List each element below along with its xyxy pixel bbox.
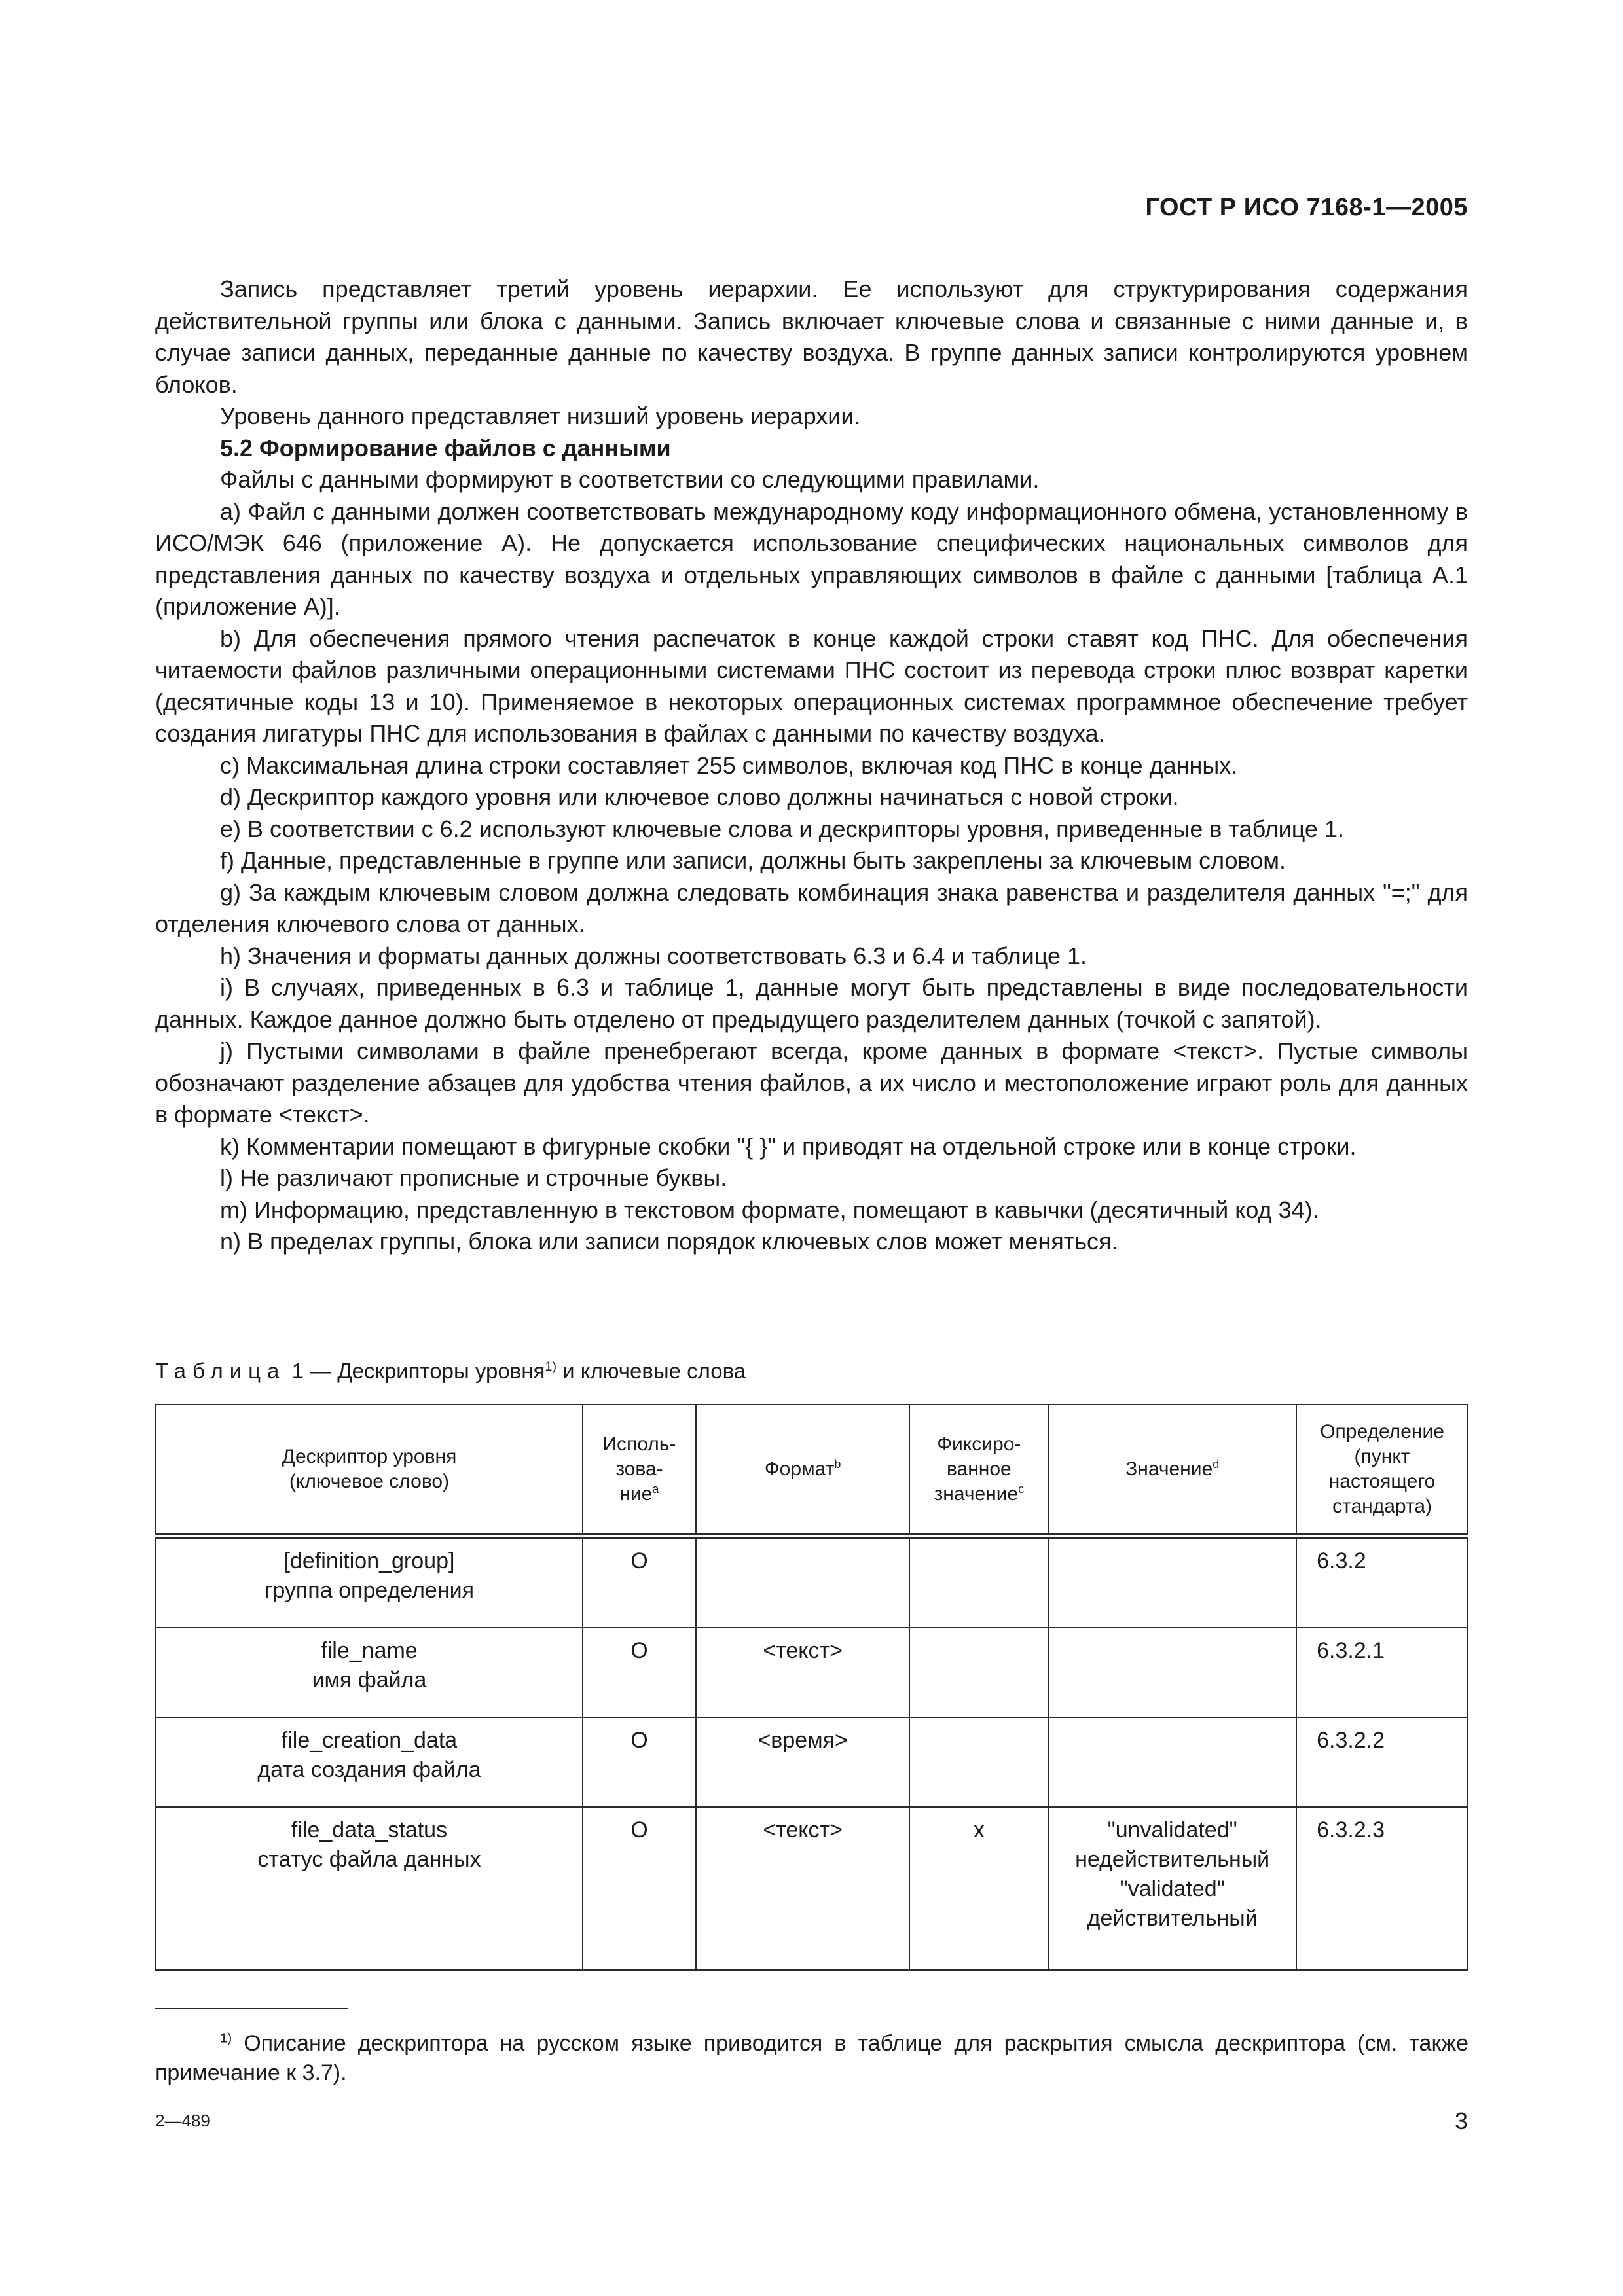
cell-fixed-value: x: [909, 1807, 1048, 1970]
footnote-text: Описание дескриптора на русском языке приводится в таблице для раскрытия смысла дескриптора (см. также примечание к 3.7).: [155, 2031, 1468, 2085]
cell-fixed-value: [909, 1536, 1048, 1628]
list-item: d) Дескриптор каждого уровня или ключевое слово должны начинаться с новой строки.: [220, 783, 1179, 810]
list-item: f) Данные, представленные в группе или записи, должны быть закреплены за ключевым словом.: [220, 847, 1286, 874]
cell-usage: O: [583, 1717, 696, 1807]
table-row: [156, 1536, 1468, 1628]
paragraph: Уровень данного представляет низший уровень иерархии.: [220, 403, 861, 429]
cell-definition: 6.3.2.2: [1296, 1717, 1468, 1807]
cell-value: [1048, 1628, 1296, 1717]
cell-definition: 6.3.2: [1296, 1536, 1468, 1628]
list-item: b) Для обеспечения прямого чтения распечаток в конце каждой строки ставят код ПНС. Для обеспечения читаемости файлов различными операционными системами ПНС состоит из перевода строки плюс возврат каретки (десятичные коды 13 и 10). Применяемое в некоторых операционных системах программное обеспечение требует создания лигатуры ПНС для использования в файлах с данными по качеству воздуха.: [155, 624, 1468, 747]
footnote: [155, 2029, 1468, 2088]
list-item: c) Максимальная длина строки составляет 255 символов, включая код ПНС в конце данных.: [220, 751, 1238, 779]
cell-value: [1048, 1717, 1296, 1807]
table-caption: [155, 1359, 746, 1384]
list-item: i) В случаях, приведенных в 6.3 и таблице 1, данные могут быть представлены в виде последовательности данных. Каждое данное должно быть отделено от предыдущего разделителем данных (точкой с запятой).: [155, 974, 1468, 1033]
page-number: 3: [1454, 2108, 1468, 2134]
footnote-ref: 1): [545, 1359, 556, 1374]
list-item: e) В соответствии с 6.2 используют ключевые слова и дескрипторы уровня, приведенные в таблице 1.: [220, 815, 1344, 842]
table-caption-text: — Дескрипторы уровня: [303, 1359, 545, 1383]
cell-definition: 6.3.2.1: [1296, 1628, 1468, 1717]
list-item: a) Файл с данными должен соответствовать международному коду информационного обмена, установленному в ИСО/МЭК 646 (приложение А). Не допускается использование специфических национальных символов для представления данных по качеству воздуха и отдельных управляющих символов в файле с данными [таблица А.1 (приложение А)].: [155, 497, 1468, 620]
header-fixed-value: Фиксиро- ванное значение$^c$: [909, 1405, 1048, 1536]
cell-descriptor: file_creation_data дата создания файла: [156, 1717, 583, 1807]
table-caption-label: Таблица: [155, 1359, 286, 1383]
cell-descriptor: file_data_status статус файла данных: [156, 1807, 583, 1970]
list-item: n) В пределах группы, блока или записи порядок ключевых слов может меняться.: [220, 1228, 1118, 1255]
cell-usage: O: [583, 1807, 696, 1970]
section-heading: 5.2 Формирование файлов с данными: [220, 434, 671, 461]
sheet-mark: 2—489: [155, 2111, 210, 2130]
table-row: [156, 1628, 1468, 1717]
cell-value: [1048, 1536, 1296, 1628]
cell-format: <время>: [696, 1717, 910, 1807]
cell-fixed-value: [909, 1628, 1048, 1717]
list-item: h) Значения и форматы данных должны соответствовать 6.3 и 6.4 и таблице 1.: [220, 942, 1087, 969]
list-item: k) Комментарии помещают в фигурные скобки "{ }" и приводят на отдельной строке или в конце строки.: [220, 1132, 1357, 1160]
header-value: Значение$^d$: [1048, 1405, 1296, 1536]
cell-descriptor: file_name имя файла: [156, 1628, 583, 1717]
cell-format: [696, 1536, 910, 1628]
body-text: [155, 274, 1468, 1258]
header-format: Формат$^b$: [696, 1405, 910, 1536]
paragraph: Запись представляет третий уровень иерархии. Ее используют для структурирования содержания действительной группы или блока с данными. Запись включает ключевые слова и связанные с ними данные и, в случае записи данных, переданные данные по качеству воздуха. В группе данных записи контролируются уровнем блоков.: [155, 276, 1468, 398]
header-descriptor: Дескриптор уровня (ключевое слово): [156, 1405, 583, 1536]
table-caption-tail: и ключевые слова: [556, 1359, 746, 1383]
table-caption-number: 1: [291, 1359, 304, 1383]
cell-usage: O: [583, 1536, 696, 1628]
cell-format: <текст>: [696, 1807, 910, 1970]
cell-value: "unvalidated" недействительный "validated" действительный: [1048, 1807, 1296, 1970]
footnote-divider: [155, 2008, 348, 2009]
paragraph: Файлы с данными формируют в соответствии со следующими правилами.: [220, 466, 1040, 493]
list-item: l) Не различают прописные и строчные буквы.: [220, 1164, 727, 1191]
header-usage: Исполь- зова- ние$^a$: [583, 1405, 696, 1536]
cell-fixed-value: [909, 1717, 1048, 1807]
table-row: [156, 1717, 1468, 1807]
table-row: [156, 1807, 1468, 1970]
list-item: j) Пустыми символами в файле пренебрегают всегда, кроме данных в формате <текст>. Пустые символы обозначают разделение абзацев для удобства чтения файлов, а их число и местоположение играют роль для данных в формате <текст>.: [155, 1037, 1468, 1128]
document-code-header: ГОСТ Р ИСО 7168-1—2005: [1145, 194, 1468, 221]
header-definition: Определение (пункт настоящего стандарта): [1296, 1405, 1468, 1536]
cell-usage: O: [583, 1628, 696, 1717]
list-item: g) За каждым ключевым словом должна следовать комбинация знака равенства и разделителя данных "=;" для отделения ключевого слова от данных.: [155, 878, 1468, 937]
list-item: m) Информацию, представленную в текстовом формате, помещают в кавычки (десятичный код 34).: [220, 1196, 1319, 1223]
cell-descriptor: [definition_group] группа определения: [156, 1536, 583, 1628]
footnote-marker: 1): [220, 2031, 232, 2046]
keywords-table: [155, 1404, 1468, 1971]
cell-format: <текст>: [696, 1628, 910, 1717]
table-header-row: [156, 1405, 1468, 1536]
cell-definition: 6.3.2.3: [1296, 1807, 1468, 1970]
